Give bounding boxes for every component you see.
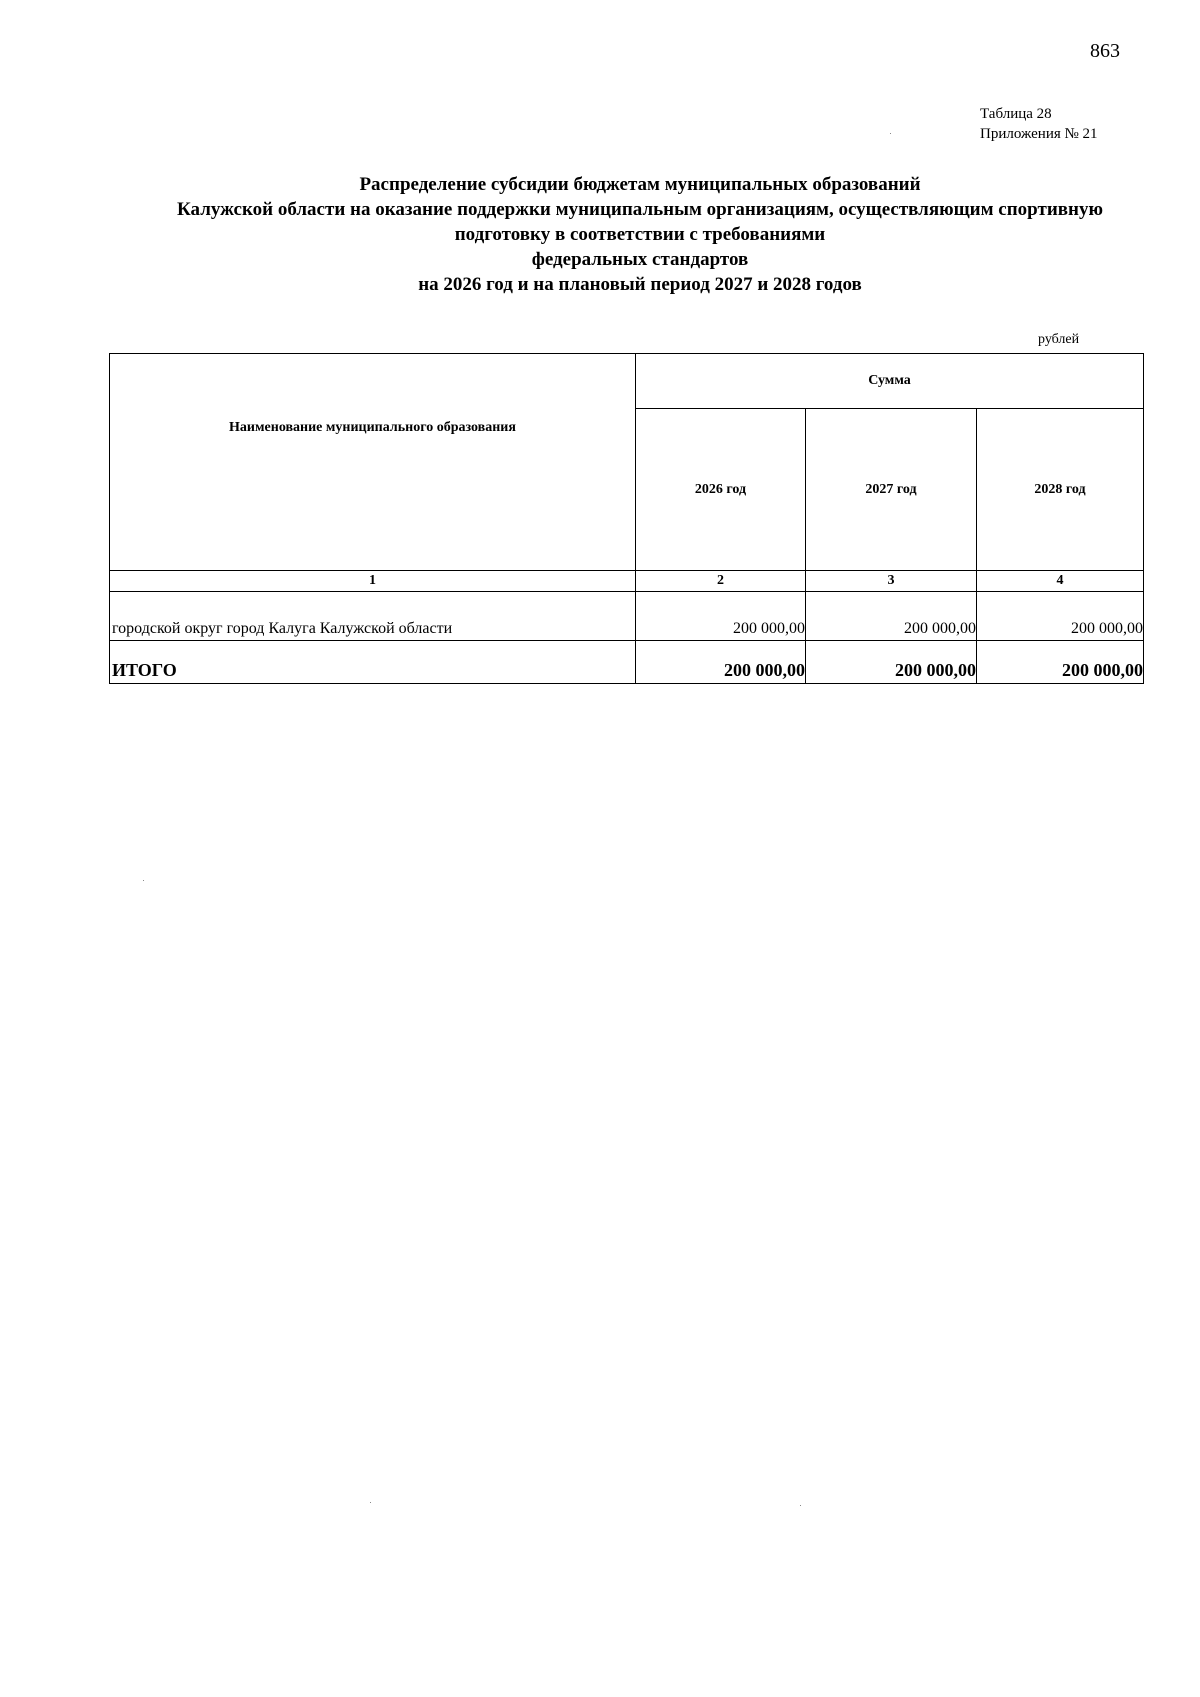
units-label: рублей xyxy=(1038,332,1080,347)
total-value-2028: 200 000,00 xyxy=(977,641,1144,684)
scan-speck xyxy=(370,1502,371,1503)
table-reference xyxy=(980,104,1098,144)
total-row xyxy=(110,641,1144,684)
table-row xyxy=(110,592,1144,641)
title-line-1: Распределение субсидии бюджетам муниципальных образований xyxy=(359,174,921,195)
row-municipality-name: городской округ город Калуга Калужской области xyxy=(110,592,636,641)
header-sum: Сумма xyxy=(636,354,1144,409)
row-value-2026: 200 000,00 xyxy=(636,592,806,641)
title-line-4: федеральных стандартов xyxy=(531,249,749,270)
total-value-2026: 200 000,00 xyxy=(636,641,806,684)
table-reference-line-2: Приложения № 21 xyxy=(980,126,1098,142)
scan-speck xyxy=(890,133,891,134)
scan-speck xyxy=(143,880,144,881)
row-value-2027: 200 000,00 xyxy=(806,592,977,641)
row-value-2028: 200 000,00 xyxy=(977,592,1144,641)
header-year-2027: 2027 год xyxy=(806,409,977,571)
column-number-4: 4 xyxy=(977,571,1144,592)
subsidy-table xyxy=(109,353,1144,684)
column-number-2: 2 xyxy=(636,571,806,592)
total-value-2027: 200 000,00 xyxy=(806,641,977,684)
document-title xyxy=(100,172,1180,297)
total-label: ИТОГО xyxy=(110,641,636,684)
scan-speck xyxy=(800,1505,801,1506)
header-year-2026: 2026 год xyxy=(636,409,806,571)
title-line-3: подготовку в соответствии с требованиями xyxy=(454,224,826,245)
column-number-1: 1 xyxy=(110,571,636,592)
page-number: 863 xyxy=(1090,40,1120,62)
title-line-5: на 2026 год и на плановый период 2027 и 2028 годов xyxy=(418,274,862,295)
title-line-2: Калужской области на оказание поддержки муниципальным организациям, осуществляющим спортивную xyxy=(177,199,1103,220)
header-name: Наименование муниципального образования xyxy=(110,354,636,571)
column-number-3: 3 xyxy=(806,571,977,592)
header-year-2028: 2028 год xyxy=(977,409,1144,571)
table-reference-line-1: Таблица 28 xyxy=(980,106,1052,122)
